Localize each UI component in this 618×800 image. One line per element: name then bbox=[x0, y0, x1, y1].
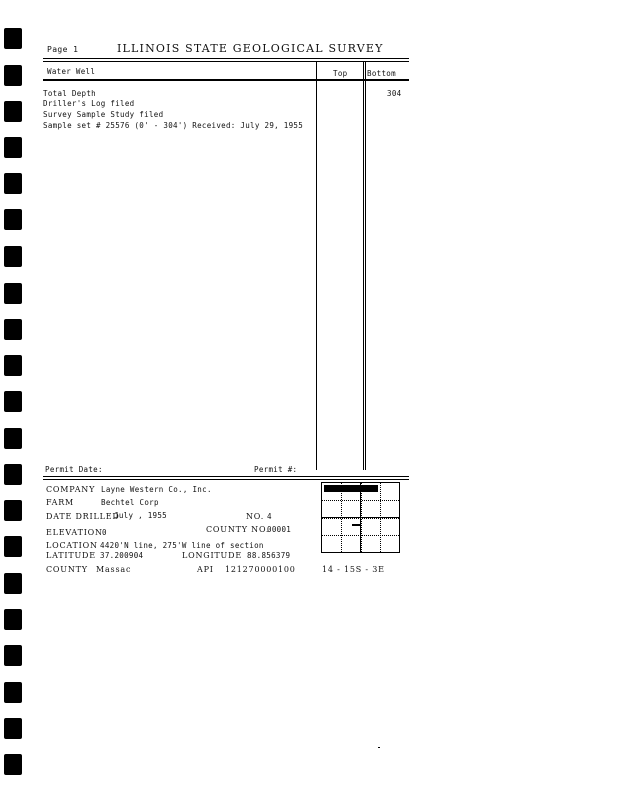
county-value: Massac bbox=[96, 565, 132, 574]
date-drilled-label: DATE DRILLED bbox=[46, 512, 120, 521]
grid-top-bar bbox=[324, 485, 378, 492]
latitude-label: LATITUDE bbox=[46, 551, 96, 560]
permit-rule-thin bbox=[43, 479, 409, 480]
binder-hole bbox=[4, 209, 22, 230]
table-row: Total Depth bbox=[43, 89, 96, 98]
table-row: Survey Sample Study filed bbox=[43, 110, 164, 119]
column-header-water-well: Water Well bbox=[47, 67, 96, 76]
binder-hole bbox=[4, 573, 22, 594]
binder-hole bbox=[4, 645, 22, 666]
longitude-value: 88.856379 bbox=[247, 551, 291, 560]
county-no-label: COUNTY NO. bbox=[206, 525, 270, 534]
binder-hole bbox=[4, 682, 22, 703]
section-location-grid bbox=[321, 482, 400, 553]
township-range: 14 - 15S - 3E bbox=[322, 565, 385, 574]
api-label: API bbox=[197, 565, 214, 574]
binder-hole bbox=[4, 137, 22, 158]
column-header-bottom: Bottom bbox=[367, 69, 396, 78]
binder-hole bbox=[4, 536, 22, 557]
table-row: Sample set # 25576 (0' - 304') Received: July 29, 1955 bbox=[43, 121, 304, 130]
elevation-label: ELEVATION bbox=[46, 528, 103, 537]
binder-hole bbox=[4, 246, 22, 267]
company-label: COMPANY bbox=[46, 485, 96, 494]
county-label: COUNTY bbox=[46, 565, 88, 574]
date-drilled-value: July , 1955 bbox=[114, 511, 167, 520]
latitude-value: 37.200904 bbox=[100, 551, 144, 560]
table-row: Driller's Log filed bbox=[43, 99, 135, 108]
county-no-value: 00001 bbox=[267, 525, 292, 534]
company-value: Layne Western Co., Inc. bbox=[101, 485, 212, 494]
location-value: 4420'N line, 275'W line of section bbox=[100, 541, 264, 550]
binder-hole bbox=[4, 718, 22, 739]
binder-hole bbox=[4, 101, 22, 122]
grid-solid-line bbox=[360, 483, 361, 553]
header-rule bbox=[43, 58, 409, 59]
binder-hole bbox=[4, 65, 22, 86]
farm-label: FARM bbox=[46, 498, 75, 507]
column-divider bbox=[316, 62, 317, 470]
api-value: 121270000100 bbox=[225, 565, 296, 574]
table-header-rule bbox=[43, 79, 409, 81]
well-no-label: NO. bbox=[246, 512, 265, 521]
location-label: LOCATION bbox=[46, 541, 98, 550]
binder-hole bbox=[4, 391, 22, 412]
farm-value: Bechtel Corp bbox=[101, 498, 159, 507]
page-title: ILLINOIS STATE GEOLOGICAL SURVEY bbox=[117, 42, 384, 55]
page-number: Page 1 bbox=[47, 45, 79, 54]
column-divider bbox=[363, 62, 364, 470]
binder-hole bbox=[4, 319, 22, 340]
binder-hole bbox=[4, 464, 22, 485]
scan-speck bbox=[378, 747, 380, 748]
column-divider bbox=[365, 62, 366, 470]
binder-hole bbox=[4, 500, 22, 521]
longitude-label: LONGITUDE bbox=[182, 551, 242, 560]
binder-hole bbox=[4, 28, 22, 49]
binder-hole bbox=[4, 355, 22, 376]
binder-hole bbox=[4, 173, 22, 194]
well-no-value: 4 bbox=[267, 512, 272, 521]
header-rule-thin bbox=[43, 61, 409, 62]
binder-hole bbox=[4, 283, 22, 304]
well-location-mark bbox=[352, 524, 360, 526]
permit-rule bbox=[43, 476, 409, 477]
table-cell-bottom: 304 bbox=[387, 89, 402, 98]
grid-solid-line bbox=[322, 517, 399, 518]
elevation-value: 0 bbox=[102, 528, 107, 537]
column-header-top: Top bbox=[333, 69, 348, 78]
binder-hole bbox=[4, 428, 22, 449]
binder-hole bbox=[4, 754, 22, 775]
binder-hole bbox=[4, 609, 22, 630]
permit-date-label: Permit Date: bbox=[45, 465, 103, 474]
permit-number-label: Permit #: bbox=[254, 465, 298, 474]
